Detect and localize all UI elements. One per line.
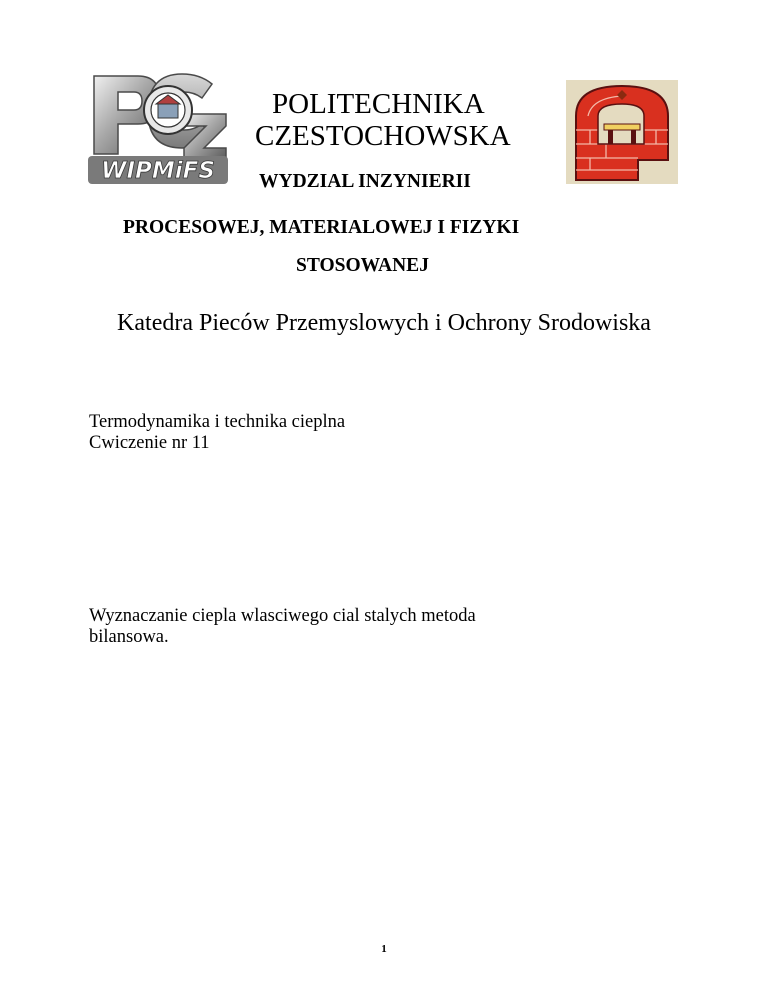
topic-line1: Wyznaczanie ciepla wlasciwego cial stalych metoda	[89, 606, 476, 626]
university-logo-icon	[82, 70, 232, 188]
exercise-number: Cwiczenie nr 11	[89, 433, 210, 453]
logo-text: WIPMiFS	[101, 158, 215, 184]
faculty-name-line1: WYDZIAL INZYNIERII	[259, 171, 471, 192]
department-logo-icon	[566, 80, 678, 184]
university-name-line1: POLITECHNIKA	[272, 88, 485, 120]
university-name-line2: CZESTOCHOWSKA	[255, 120, 511, 152]
course-subject: Termodynamika i technika cieplna	[89, 412, 346, 432]
faculty-name-line2: PROCESOWEJ, MATERIALOWEJ I FIZYKI	[123, 217, 520, 238]
topic-line2: bilansowa.	[89, 627, 169, 647]
page-number: 1	[381, 943, 387, 955]
department-name: Katedra Pieców Przemyslowych i Ochrony Srodowiska	[117, 310, 651, 336]
faculty-name-line3: STOSOWANEJ	[296, 255, 429, 276]
